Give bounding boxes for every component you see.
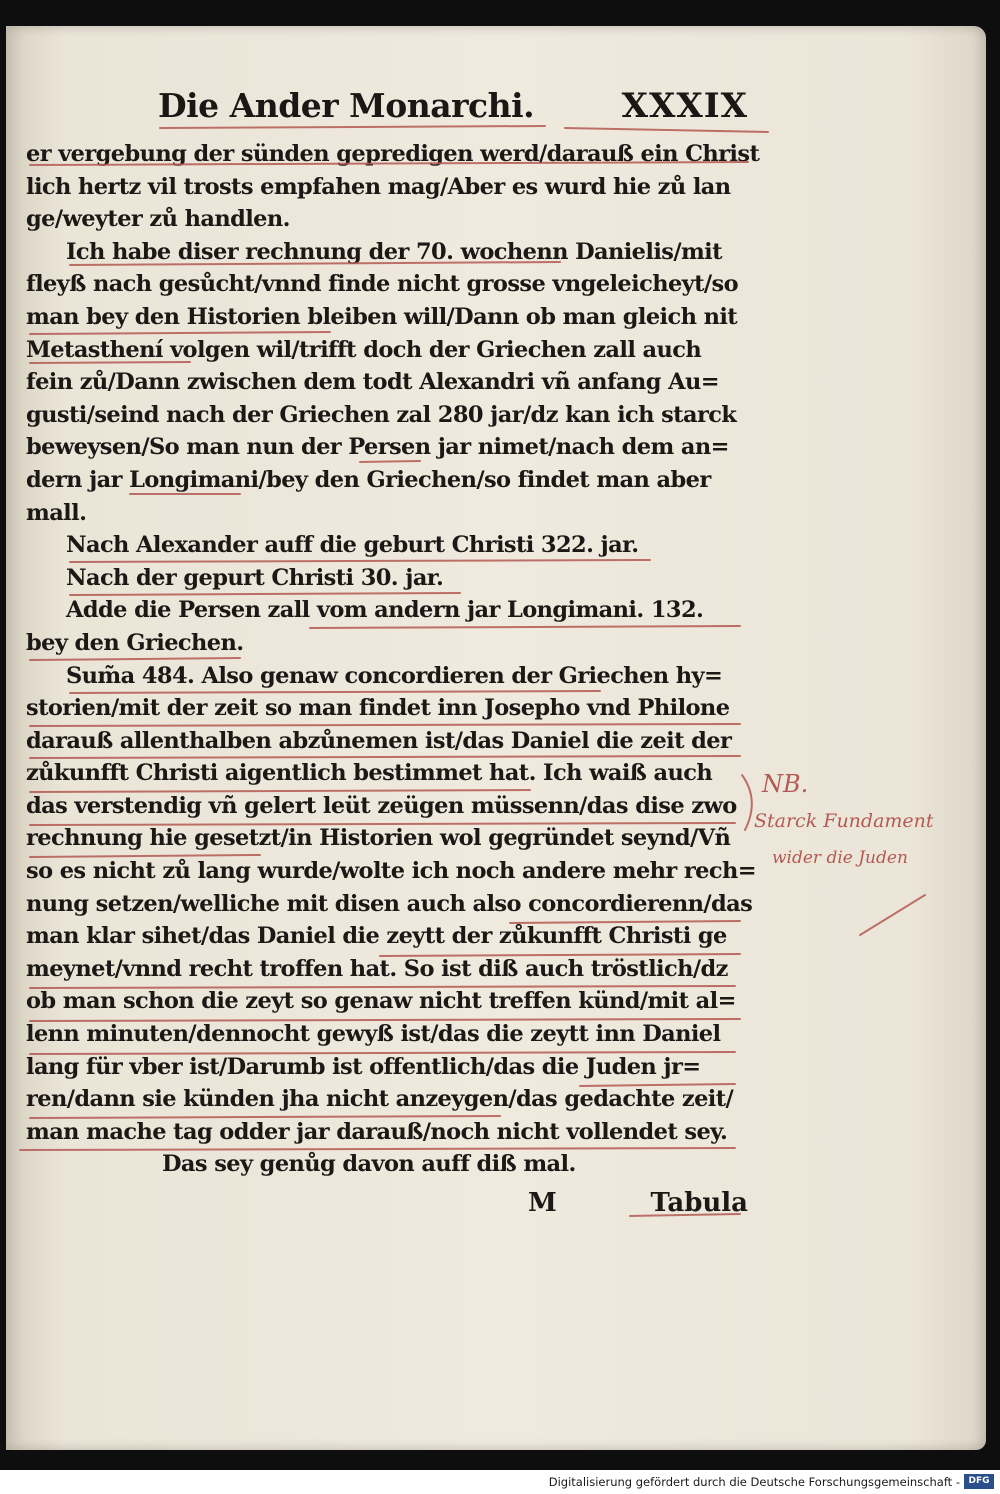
text-line: storien/mit der zeit so man findet inn Josepho vnd Philone: [26, 695, 730, 722]
signature-mark: M: [528, 1188, 557, 1218]
text-line: das verstendig vñ gelert leüt zeügen müssenn/das dise zwo: [26, 792, 737, 819]
text-line: rechnung hie gesetzt/in Historien wol gegründet seynd/Vñ: [26, 825, 731, 852]
text-line: lang für vber ist/Darumb ist offentlich/das die Juden jr=: [26, 1053, 701, 1080]
text-line: mall.: [26, 499, 87, 526]
text-line: man bey den Historien bleiben will/Dann ob man gleich nit: [26, 303, 738, 330]
text-line: ren/dann sie künden jha nicht anzeygen/das gedachte zeit/: [26, 1086, 734, 1113]
page-header: [158, 86, 748, 130]
annotation-line: Starck Fundament: [754, 810, 934, 832]
folio-number: XXXIX: [621, 86, 748, 126]
text-line: Ich habe diser rechnung der 70. wochenn Danielis/mit: [66, 238, 722, 265]
text-line: so es nicht zů lang wurde/wolte ich noch andere mehr rech=: [26, 858, 756, 885]
text-line: lenn minuten/dennocht gewyß ist/das die zeytt inn Daniel: [26, 1021, 721, 1048]
text-line: Das sey genůg davon auff diß mal.: [162, 1151, 576, 1178]
text-line: bey den Griechen.: [26, 629, 244, 656]
text-line: Sum̃a 484. Also genaw concordieren der Griechen hy=: [66, 662, 723, 689]
running-head: Die Ander Monarchi.: [158, 86, 535, 125]
text-line: nung setzen/welliche mit disen auch also concordierenn/das: [26, 890, 753, 917]
text-line: Nach der gepurt Christi 30. jar.: [66, 564, 444, 591]
funding-notice: Digitalisierung gefördert durch die Deutsche Forschungsgemeinschaft -: [548, 1475, 960, 1489]
text-line: Nach Alexander auff die geburt Christi 322. jar.: [66, 532, 639, 559]
text-line: meynet/vnnd recht troffen hat. So ist diß auch tröstlich/dz: [26, 955, 728, 982]
annotation-line: wider die Juden: [772, 848, 908, 868]
main-text-block: [26, 138, 760, 1181]
text-line: Adde die Persen zall vom andern jar Longimani. 132.: [66, 597, 704, 624]
page-footer-marks: [528, 1188, 748, 1224]
text-line: er vergebung der sünden gepredigen werd/darauß ein Christ: [26, 141, 760, 167]
text-line: Metasthení volgen wil/trifft doch der Griechen zall auch: [26, 336, 702, 363]
text-line: ge/weyter zů handlen.: [26, 206, 290, 233]
annotation-nb: NB.: [762, 770, 809, 798]
text-line: lich hertz vil trosts empfahen mag/Aber es wurd hie zů lan: [26, 173, 731, 200]
text-line: man klar sihet/das Daniel die zeytt der zůkunfft Christi ge: [26, 923, 727, 950]
text-line: dern jar Longimani/bey den Griechen/so findet man aber: [26, 466, 711, 493]
text-line: zůkunfft Christi aigentlich bestimmet hat. Ich waiß auch: [26, 760, 713, 787]
marginal-annotation: [752, 770, 982, 940]
catchword: Tabula: [650, 1188, 748, 1218]
text-line: man mache tag odder jar darauß/noch nicht vollendet sey.: [26, 1118, 728, 1145]
text-line: gusti/seind nach der Griechen zal 280 jar/dz kan ich starck: [26, 401, 737, 428]
text-line: fleyß nach gesůcht/vnnd finde nicht grosse vngeleicheyt/so: [26, 271, 739, 298]
text-line: beweysen/So man nun der Persen jar nimet/nach dem an=: [26, 434, 729, 461]
text-line: fein zů/Dann zwischen dem todt Alexandri vñ anfang Au=: [26, 369, 719, 396]
text-line: darauß allenthalben abzůnemen ist/das Daniel die zeit der: [26, 727, 732, 754]
text-line: ob man schon die zeyt so genaw nicht treffen künd/mit al=: [26, 988, 736, 1015]
dfg-logo: DFG: [964, 1474, 994, 1489]
digitization-footer: [0, 1470, 1000, 1494]
